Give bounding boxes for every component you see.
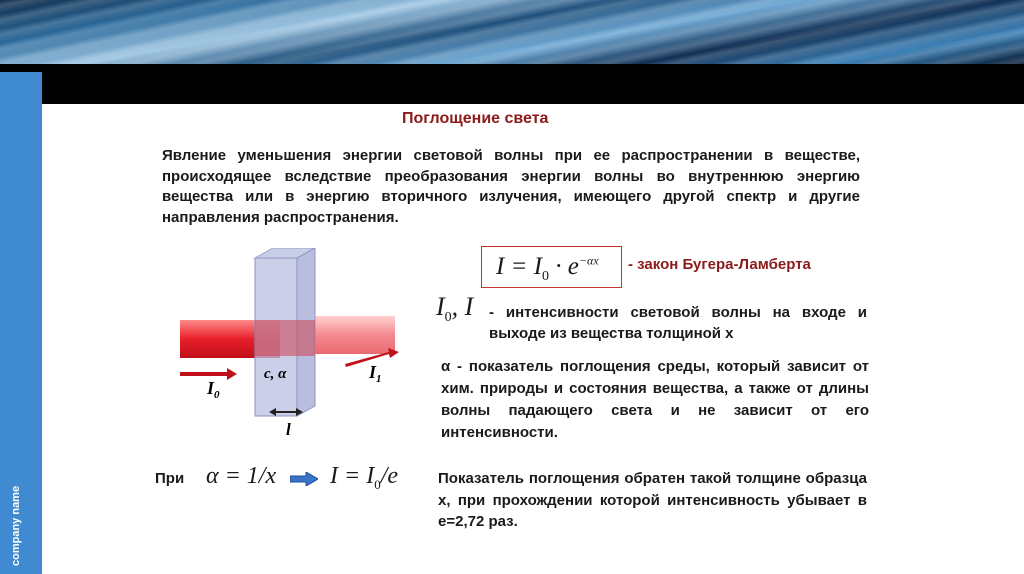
absorption-diagram (175, 248, 405, 440)
label-I0: I (207, 378, 215, 398)
title-bar (0, 64, 1024, 104)
intensity-symbol-sub: 0 (444, 310, 452, 326)
label-length: l (286, 420, 291, 439)
label-medium: c, α (264, 366, 287, 382)
transmitted-beam (315, 316, 395, 354)
result-eq-a: I = I (330, 463, 375, 489)
formula-eq: = I (504, 253, 543, 280)
right-arrow-icon (290, 472, 318, 486)
label-I0-sub: 0 (214, 389, 220, 401)
svg-text:I0 (206, 378, 220, 401)
intensity-symbol-a: I (436, 292, 445, 321)
slide-title: Поглощение света (402, 110, 549, 127)
formula-box (481, 246, 622, 288)
law-label: - закон Бугера-Ламберта (628, 256, 811, 273)
result-equation (330, 463, 398, 493)
condition-prefix: При (155, 470, 185, 487)
label-I1-sub: 1 (376, 373, 382, 385)
formula-sub: 0 (542, 269, 550, 284)
formula-dot: · e (549, 253, 579, 280)
bottom-description: Показатель поглощения обратен такой толщине образца x, при прохождении которой интенсивность убывает в е=2,72 раз. (438, 470, 867, 530)
result-eq-sub: 0 (374, 476, 381, 492)
intensity-symbol-b: , I (451, 292, 474, 321)
formula-exponent: −αx (578, 253, 599, 268)
banner-texture (0, 0, 1024, 64)
alpha-description: α - показатель поглощения среды, который зависит от хим. природы и состояния вещества, а также от длины волны падающего света и не зависит от его интенсивности. (441, 358, 869, 441)
result-eq-b: /e (380, 463, 399, 489)
definition-text: Явление уменьшения энергии световой волны при ее распространении в веществе, происходящее вследствие преобразования энергии волны во внутреннюю энергию вещества или в энергию вторичного излучения, имеющего другой спектр и другие направления распространения. (162, 147, 860, 226)
formula-lhs: I (496, 253, 505, 280)
alpha-equation: α = 1/x (206, 463, 277, 489)
svg-text:I1 (368, 362, 382, 385)
label-I1: I (369, 362, 377, 382)
header-banner (0, 0, 1024, 64)
intensity-symbols (436, 292, 473, 326)
beam-in-cuvette (255, 320, 315, 356)
company-name: company name (10, 485, 22, 566)
intensity-description: - интенсивности световой волны на входе и выходе из вещества толщиной x (489, 304, 867, 342)
bouguer-lambert-formula (496, 253, 599, 285)
